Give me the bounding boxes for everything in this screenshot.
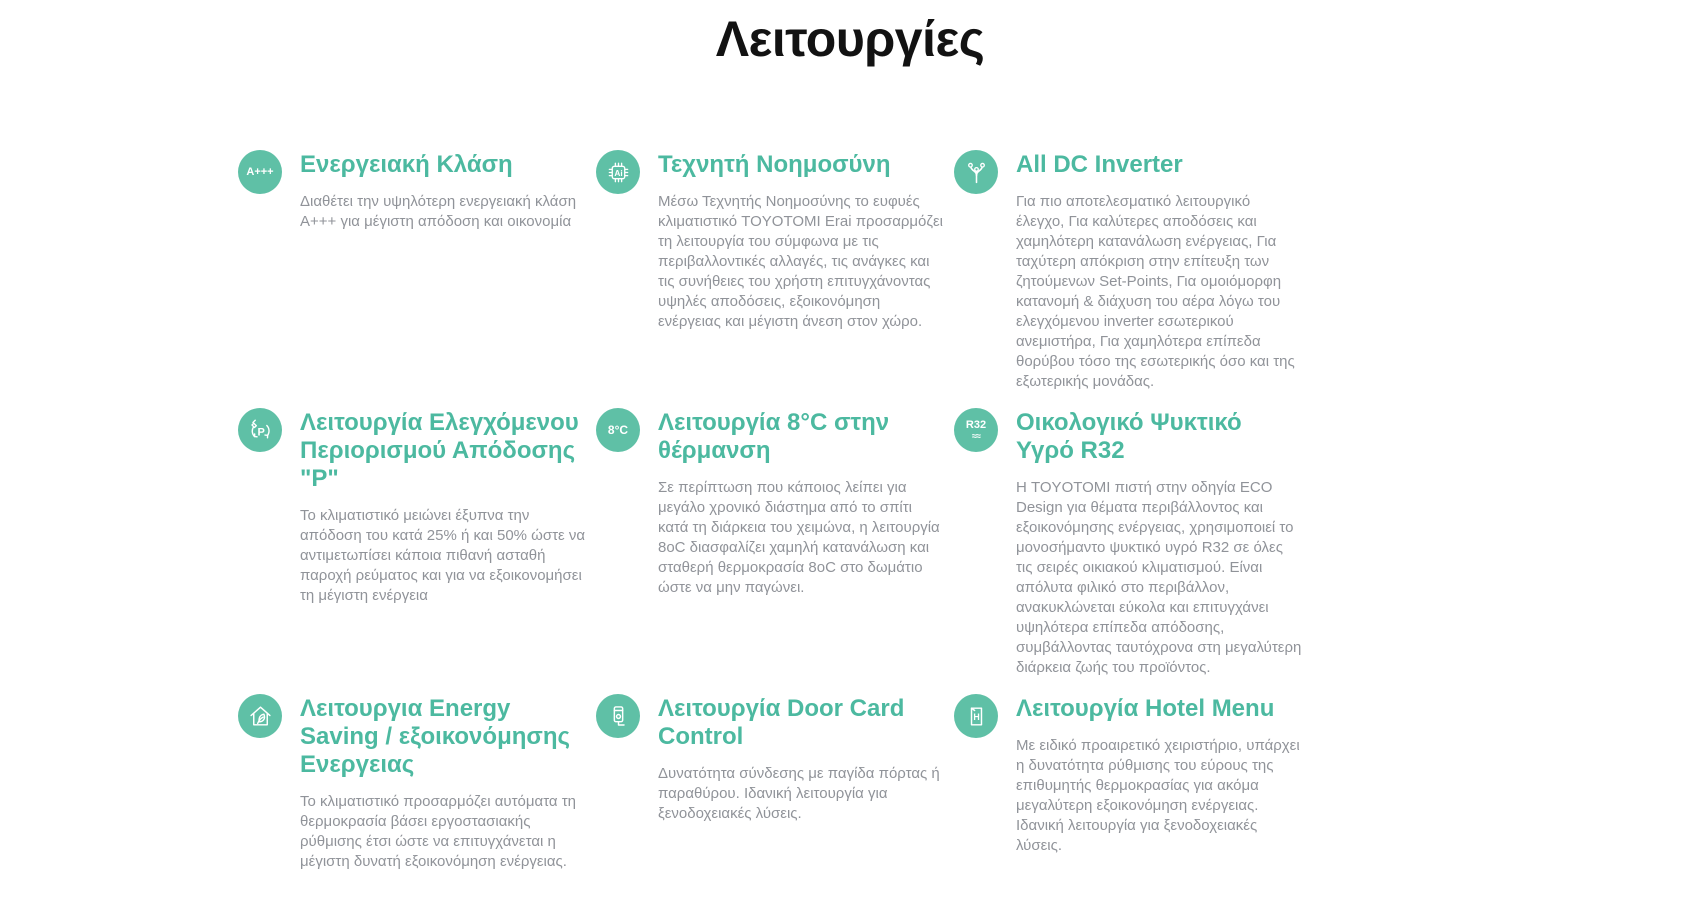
feature-description: Το κλιματιστικό προσαρμόζει αυτόματα τη θερμοκρασία βάσει εργοστασιακής ρύθμισης έτσι ώστε να επιτυγχάνεται η μέγιστη δυνατή εξοικονόμηση ενέργειας.: [300, 793, 577, 870]
feature-card: [596, 150, 944, 332]
feature-title: Τεχνητή Νοημοσύνη: [658, 151, 891, 178]
feature-description: Με ειδικό προαιρετικό χειριστήριο, υπάρχει η δυνατότητα ρύθμισης του εύρους της επιθυμητής θερμοκρασίας για ακόμα μεγαλύτερη εξοικονόμηση ενέργειας. Ιδανική λειτουργία για ξενοδοχειακές λύσεις.: [1016, 737, 1300, 854]
feature-card-content: [1016, 694, 1302, 856]
feature-title: Λειτουργία Hotel Menu: [1016, 695, 1275, 722]
feature-card: [596, 694, 944, 824]
door-card-icon: [596, 694, 640, 738]
feature-title: All DC Inverter: [1016, 151, 1183, 178]
temp-8c-icon: 8°C: [596, 408, 640, 452]
feature-description: Μέσω Τεχνητής Νοημοσύνης το ευφυές κλιματιστικό TOYOTOMI Erai προσαρμόζει τη λειτουργία του σύμφωνα με τις περιβαλλοντικές αλλαγές, τις ανάγκες και τις συνήθειες του χρήστη επιτυγχάνοντας υψηλές αποδόσεις, εξοικονόμηση ενέργειας και μέγιστη άνεση στον χώρο.: [658, 193, 944, 330]
r32-refrigerant-icon: R32 ≈≈: [954, 408, 998, 452]
feature-card-content: [300, 694, 586, 872]
dc-inverter-circuit-icon: [954, 150, 998, 194]
features-grid: [238, 150, 1302, 872]
feature-description: Η TOYOTOMI πιστή στην οδηγία ECO Design για θέματα περιβάλλοντος και εξοικονόμησης ενέργειας, χρησιμοποιεί το μονοσήμαντο ψυκτικό υγρό R32 σε όλες τις σειρές οικιακού κλιματισμού. Είναι απόλυτα φιλικό στο περιβάλλον, ανακυκλώνεται εύκολα και επιτυγχάνει υψηλότερα επίπεδα απόδοσης, συμβάλλοντας ταυτόχρονα στη μεγαλύτερη διάρκεια ζωής του προϊόντος.: [1016, 479, 1302, 676]
feature-description: Σε περίπτωση που κάποιος λείπει για μεγάλο χρονικό διάστημα από το σπίτι κατά τη διάρκεια του χειμώνα, η λειτουργία 8οC διασφαλίζει χαμηλή κατανάλωση και σταθερή θερμοκρασία 8οC στο δωμάτιο ώστε να μην παγώνει.: [658, 479, 940, 596]
feature-description: Το κλιματιστικό μειώνει έξυπνα την απόδοση του κατά 25% ή και 50% ώστε να αντιμετωπίσει κάποια πιθανή ασταθή παροχή ρεύματος και για να εξοικονομήσει τη μέγιστη ενέργεια: [300, 507, 586, 604]
feature-title: Λειτουργία Door Card Control: [658, 695, 905, 750]
feature-card: [238, 150, 586, 232]
feature-card: [954, 150, 1302, 392]
feature-title: Οικολογικό Ψυκτικό Υγρό R32: [1016, 409, 1242, 464]
page-title: Λειτουργίες: [715, 11, 985, 67]
feature-card: [596, 408, 944, 598]
feature-description: Διαθέτει την υψηλότερη ενεργειακή κλάση A+++ για μέγιστη απόδοση και οικονομία: [300, 193, 577, 230]
svg-text:H: H: [972, 711, 980, 722]
feature-title: Λειτουργία Ελεγχόμενου Περιορισμού Απόδοσης "P": [300, 409, 579, 492]
svg-text:P: P: [257, 426, 265, 439]
feature-card: [238, 694, 586, 872]
feature-description: Για πιο αποτελεσματικό λειτουργικό έλεγχο, Για καλύτερες αποδόσεις και χαμηλότερη κατανάλωση ενέργειας, Για ταχύτερη απόκριση στην επίτευξη των ζητούμενων Set-Points, Για ομοιόμορφη κατανομή & διάχυση του αέρα λόγω του ελεγχόμενου inverter εσωτερικού ανεμιστήρα, Για χαμηλότερα επίπεδα θορύβου τόσο της εσωτερικής όσο και της εξωτερικής μονάδας.: [1016, 193, 1295, 390]
feature-card-content: [658, 694, 944, 824]
ai-chip-icon: [596, 150, 640, 194]
feature-card-content: [658, 408, 944, 598]
hotel-menu-icon: [954, 694, 998, 738]
feature-card-content: [300, 408, 586, 606]
feature-card: [954, 408, 1302, 678]
feature-card: [238, 408, 586, 606]
energy-class-icon: A+++: [238, 150, 282, 194]
feature-description: Δυνατότητα σύνδεσης με παγίδα πόρτας ή παραθύρου. Ιδανική λειτουργία για ξενοδοχειακές λύσεις.: [658, 765, 940, 822]
svg-text:Ai: Ai: [613, 167, 623, 178]
feature-card-content: [658, 150, 944, 332]
energy-saving-house-icon: [238, 694, 282, 738]
feature-title: Λειτουργια Energy Saving / εξοικονόμησης Ενεργειας: [300, 695, 570, 778]
features-section: [0, 10, 1700, 872]
feature-card-content: [300, 150, 586, 232]
power-limit-icon: [238, 408, 282, 452]
feature-card-content: [1016, 408, 1302, 678]
feature-card: [954, 694, 1302, 856]
feature-title: Λειτουργία 8°C στην θέρμανση: [658, 409, 890, 464]
feature-title: Ενεργειακή Κλάση: [300, 151, 513, 178]
feature-card-content: [1016, 150, 1302, 392]
